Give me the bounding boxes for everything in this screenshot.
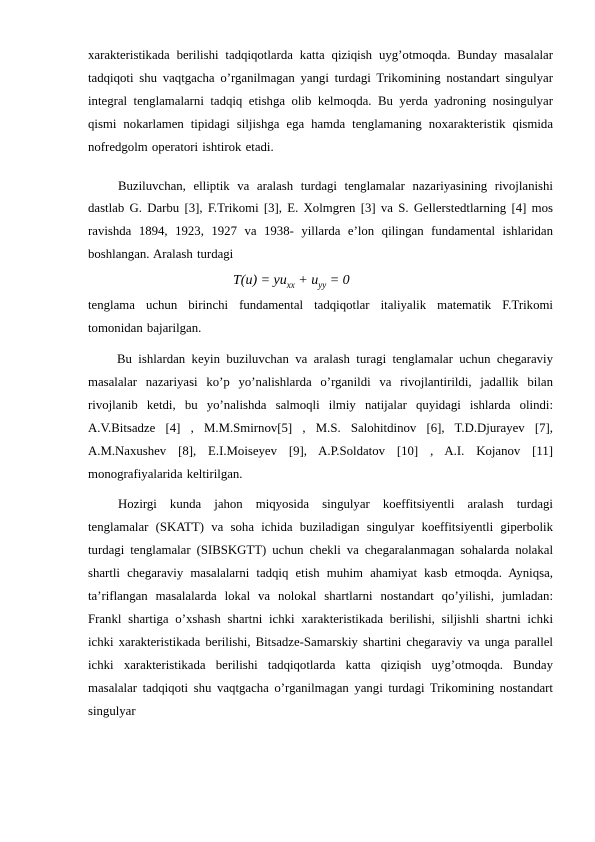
paragraph-2: Buziluvchan, elliptik va aralash turdagi tenglamalar nazariyasining rivojlanishi dastlab G. Darbu [3], F.Trikomi [3], E. Xolmgren [3] va S. Gellerstedtlarning [4] mos ravishda 1894, 1923, 1927 va 1938- yillarda e’lon qilingan fundamental ishlaridan boshlangan. Aralash turdagi [88,178,553,262]
equation-rhs: = 0 [326,273,350,289]
equation-plus: + u [294,273,319,289]
paragraph-4: Bu ishlardan keyin buziluvchan va aralash turagi tenglamalar uchun chegaraviy masalalar nazariyasi ko’p yo’nalishlarda o’rganildi va rivojlantirildi, jadallik bilan rivojlanib ketdi, bu yo’nalishda salmoqli ilmiy natijalar quyidagi ishlarda olindi: A.V.Bitsadze [4] , M.M.Smirnov[5] , M.S. Salohitdinov [6], T.D.Djurayev [7], A.M.Naxushev [8], E.I.Moiseyev [9], A.P.Soldatov [10] , A.I. Kojanov [11] monografiyalarida keltirilgan. [88,351,553,481]
equation-lhs: T(u) = yu [233,273,287,289]
svg-text:T(u) = yuxx + uyy = 0 [233,273,350,290]
document-body [88,44,553,722]
paragraph-3: tenglama uchun birinchi fundamental tadqiqotlar italiyalik matematik F.Trikomi tomonidan bajarilgan. [88,298,553,336]
equation-sub-yy: yy [318,280,327,291]
paragraph-5: Hozirgi kunda jahon miqyosida singulyar koeffitsiyentli aralash turdagi tenglamalar (SKATT) va soha ichida buziladigan singulyar koeffitsiyentli giperbolik turdagi tenglamalar (SIBSKGTT) uchun chekli va chegaralanmagan sohalarda nolakal shartli chegaraviy masalalarni tadqiq etish muhim ahamiyat kasb etmoqda. Ayniqsa, ta’riflangan masalalarda lokal va nolokal shartlarni nostandart qo’yilishi, jumladan: Frankl shartiga o’xshash shartni ichki xarakteristikada berilishi, siljishli shartni ichki ichki xarakteristikada berilishi, Bitsadze-Samarskiy shartini chegaraviy va unga parallel ichki xarakteristikada berilishi tadqiqotlarda katta qiziqish uyg’otmoqda. Bunday masalalar tadqiqoti shu vaqtgacha o’rganilmagan yangi turdagi Trikomining nostandart singulyar [88,497,553,718]
equation-sub-xx: xx [286,280,295,291]
equation-svg [233,268,413,292]
equation-tricomi [88,266,553,294]
paragraph-1: xarakteristikada berilishi tadqiqotlarda katta qiziqish uyg’otmoqda. Bunday masalalar tadqiqoti shu vaqtgacha o’rganilmagan yangi turdagi Trikomining nostandart singulyar integral tenglamalarni tadqiq etishga olib kelmoqda. Bu yerda yadroning nosingulyar qismi nokarlamen tipidagi siljishga ega hamda tenglamaning noxarakteristik qismida nofredgolm operatori ishtirok etadi. [88,48,553,154]
